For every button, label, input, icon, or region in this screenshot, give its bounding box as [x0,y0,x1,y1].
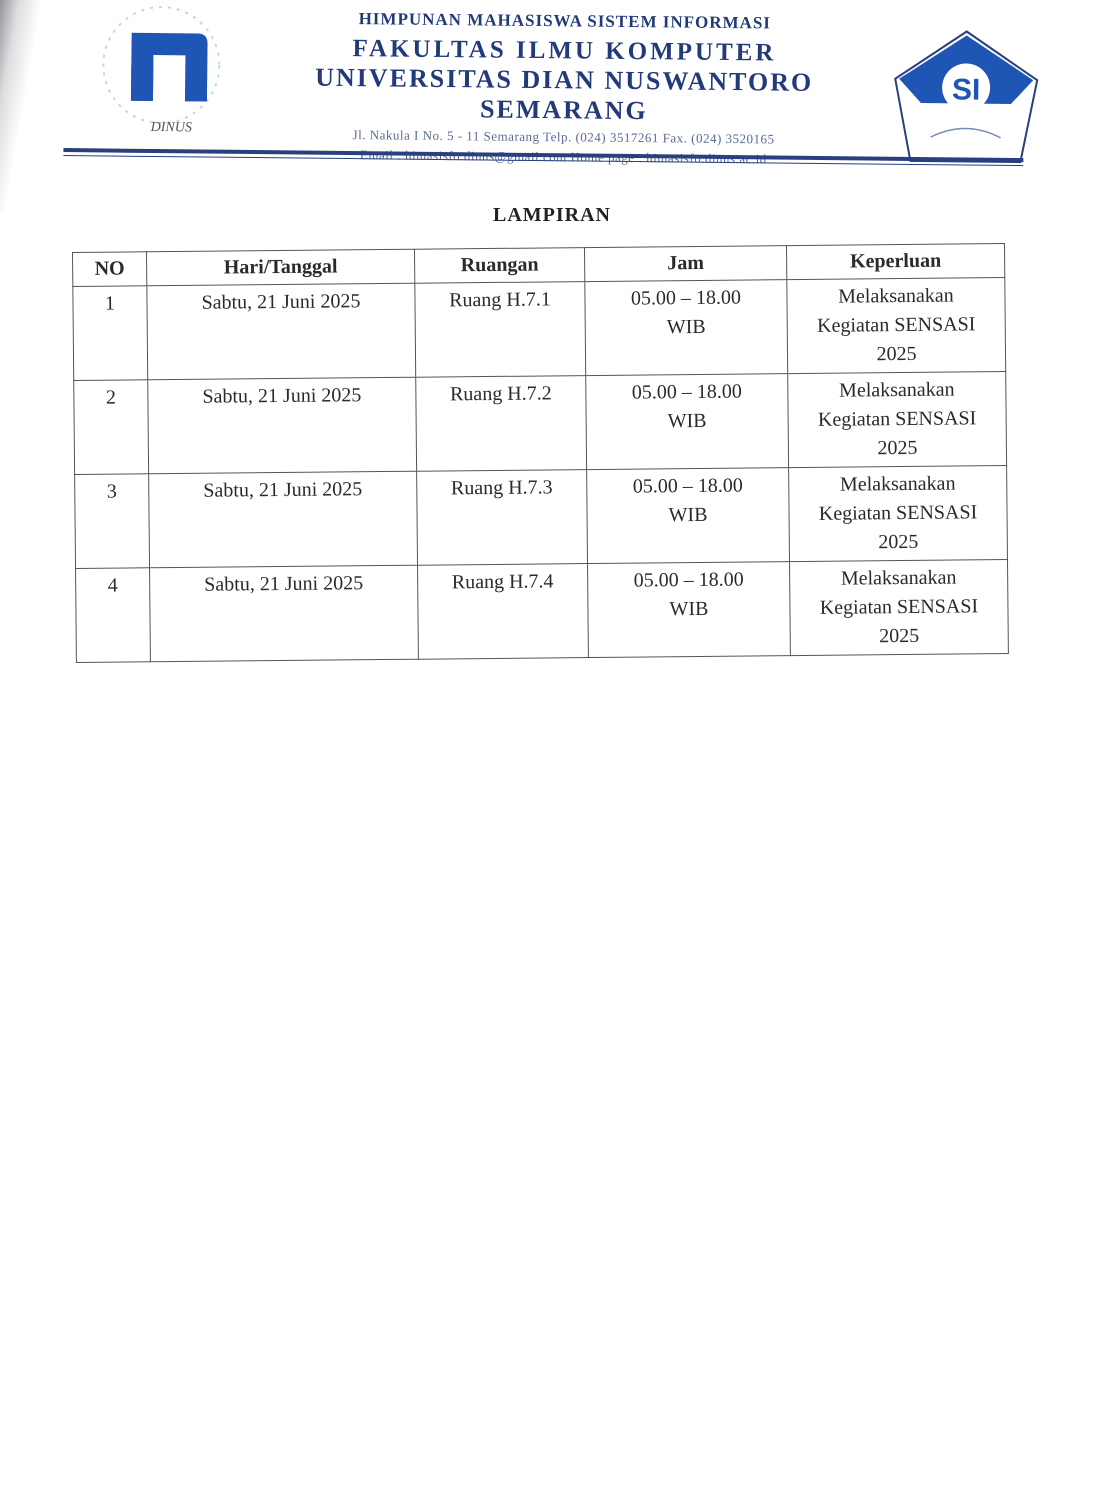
cell-room: Ruang H.7.1 [415,282,586,378]
cell-room: Ruang H.7.4 [418,564,589,660]
purpose-line-2: Kegiatan SENSASI [819,595,979,619]
document-title: LAMPIRAN [493,204,611,226]
purpose-line-1: Melaksanakan [838,378,955,402]
cell-time [585,280,788,376]
cell-no: 2 [74,380,149,475]
cell-no: 1 [73,286,148,381]
cell-purpose [789,466,1008,562]
header-no: NO [73,252,147,287]
cell-room: Ruang H.7.2 [416,376,587,472]
time-range: 05.00 – 18.00 [633,568,744,592]
purpose-line-2: Kegiatan SENSASI [817,407,977,431]
time-zone: WIB [666,315,706,339]
time-range: 05.00 – 18.00 [632,474,743,498]
cell-purpose [787,278,1006,374]
contact-line: Email : himasisfo.dinus@gmail.com Home page : himasisfo.dinus.ac.id [359,147,767,167]
cell-time [588,562,791,658]
header-purpose: Keperluan [786,244,1004,280]
time-zone: WIB [669,597,709,621]
header-date: Hari/Tanggal [147,249,415,286]
table-row [74,372,1007,475]
cell-time [586,374,789,470]
cell-date: Sabtu, 21 Juni 2025 [148,377,417,474]
si-logo-icon [890,27,1041,169]
purpose-line-3: 2025 [878,530,919,554]
purpose-line-3: 2025 [879,624,920,648]
cell-purpose [790,560,1009,656]
time-zone: WIB [668,503,708,527]
address-line: Jl. Nakula I No. 5 - 11 Semarang Telp. (024) 3517261 Fax. (024) 3520165 [352,127,775,147]
table-row [76,560,1009,663]
header-room: Ruangan [414,248,584,284]
purpose-line-1: Melaksanakan [840,566,957,590]
cell-date: Sabtu, 21 Juni 2025 [149,471,418,568]
org-name: HIMPUNAN MAHASISWA SISTEM INFORMASI [358,9,772,33]
schedule-table-wrap [72,243,1008,663]
schedule-table [72,243,1009,663]
cell-date: Sabtu, 21 Juni 2025 [147,283,416,380]
cell-no: 4 [76,568,151,663]
si-logo-text: SI [951,73,981,107]
purpose-line-2: Kegiatan SENSASI [816,313,976,337]
table-row [75,466,1008,569]
dinus-logo-icon [89,2,240,134]
purpose-line-3: 2025 [876,342,917,366]
faculty-name: FAKULTAS ILMU KOMPUTER [352,35,777,67]
cell-purpose [788,372,1007,468]
purpose-line-1: Melaksanakan [838,284,954,308]
header-time: Jam [584,246,786,282]
cell-no: 3 [75,474,150,569]
university-name: UNIVERSITAS DIAN NUSWANTORO SEMARANG [315,62,814,126]
dinus-logo-text: DINUS [150,119,192,134]
letterhead [58,0,1040,180]
table-row [73,278,1006,381]
cell-time [587,468,790,564]
time-range: 05.00 – 18.00 [630,286,742,310]
letterhead-text [238,6,890,169]
time-range: 05.00 – 18.00 [631,380,742,404]
purpose-line-2: Kegiatan SENSASI [818,501,978,525]
purpose-line-3: 2025 [877,436,918,460]
purpose-line-1: Melaksanakan [839,472,956,496]
time-zone: WIB [667,409,707,433]
cell-room: Ruang H.7.3 [417,470,588,566]
cell-date: Sabtu, 21 Juni 2025 [150,565,419,662]
